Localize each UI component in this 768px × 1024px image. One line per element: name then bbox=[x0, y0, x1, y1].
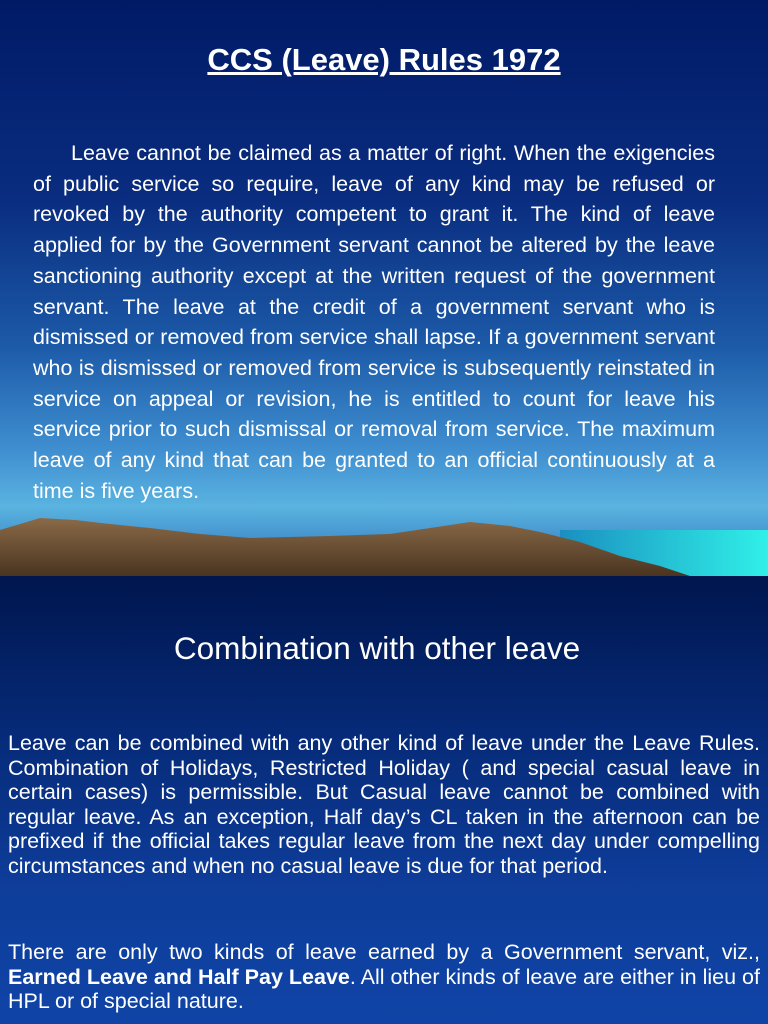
slide-title: CCS (Leave) Rules 1972 bbox=[207, 42, 561, 77]
section-title: Combination with other leave bbox=[173, 630, 581, 666]
kinds-of-leave-text-end: . All other kinds of leave are either in lieu of HPL or of special nature. bbox=[8, 964, 760, 1013]
kinds-of-leave-paragraph bbox=[8, 940, 760, 1014]
combination-paragraph: Leave can be combined with any other kind of leave under the Leave Rules. Combination of Holidays, Restricted Holiday ( and special casual leave in certain cases) is permissible. But Casual leave cannot be combined with regular leave. As an exception, Half day’s CL taken in the afternoon can be prefixed if the official takes regular leave from the next day under compelling circumstances and when no casual leave is due for that period. bbox=[8, 731, 760, 878]
kinds-of-leave-text-start: There are only two kinds of leave earned by a Government servant, viz., bbox=[8, 940, 760, 964]
leave-rules-paragraph: Leave cannot be claimed as a matter of right. When the exigencies of public service so require, leave of any kind may be refused or revoked by the authority competent to grant it. The kind of leave applied for by the Government servant cannot be altered by the leave sanctioning authority except at the written request of the government servant. The leave at the credit of a government servant who is dismissed or removed from service shall lapse. If a government servant who is dismissed or removed from service is subsequently reinstated in service on appeal or revision, he is entitled to count for leave his service prior to such dismissal or removal from service. The maximum leave of any kind that can be granted to an official continuously at a time is five years. bbox=[33, 141, 715, 503]
mountain-shape bbox=[0, 518, 690, 576]
kinds-of-leave-bold-text: Earned Leave and Half Pay Leave bbox=[8, 964, 350, 989]
